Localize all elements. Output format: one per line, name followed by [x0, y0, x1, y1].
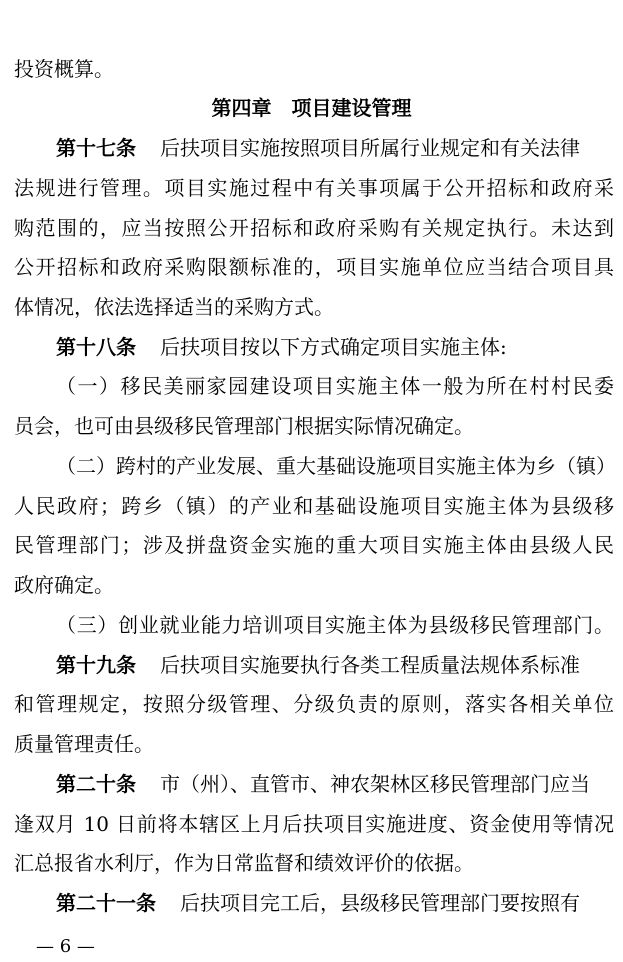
text-line: 法规进行管理。项目实施过程中有关事项属于公开招标和政府采: [14, 176, 614, 200]
article-18-label: 第十八条: [56, 335, 136, 359]
text-line: 政府确定。: [14, 573, 114, 597]
text-line: （三）创业就业能力培训项目实施主体为县级移民管理部门。: [56, 613, 614, 637]
article-20-label: 第二十条: [56, 772, 136, 796]
article-17-label: 第十七条: [56, 136, 136, 160]
article-20-text: 市（州）、直管市、神农架林区移民管理部门应当: [160, 772, 590, 796]
text-line: 员会，也可由县级移民管理部门根据实际情况确定。: [14, 414, 474, 438]
article-19-line: [56, 652, 614, 678]
article-18-text: 后扶项目按以下方式确定项目实施主体:: [160, 335, 507, 359]
article-20-line: [56, 771, 614, 797]
text-line: 投资概算。: [14, 57, 114, 81]
text-line: 购范围的，应当按照公开招标和政府采购有关规定执行。未达到: [14, 216, 614, 240]
page-number: — 6 —: [36, 936, 95, 957]
text-line: 公开招标和政府采购限额标准的，项目实施单位应当结合项目具: [14, 255, 614, 279]
article-19-text: 后扶项目实施要执行各类工程质量法规体系标准: [160, 653, 580, 677]
article-21-label: 第二十一条: [56, 891, 156, 915]
text-line: 质量管理责任。: [14, 732, 154, 756]
article-17-line: [56, 135, 614, 161]
text-line: （一）移民美丽家园建设项目实施主体一般为所在村村民委: [56, 374, 614, 398]
text-line: 体情况，依法选择适当的采购方式。: [14, 295, 334, 319]
article-21-text: 后扶项目完工后，县级移民管理部门要按照有: [180, 891, 580, 915]
article-17-text: 后扶项目实施按照项目所属行业规定和有关法律: [160, 136, 580, 160]
text-line: 民管理部门；涉及拼盘资金实施的重大项目实施主体由县级人民: [14, 533, 614, 557]
text-line: 逢双月 10 日前将本辖区上月后扶项目实施进度、资金使用等情况: [14, 812, 614, 836]
text-line: 汇总报省水利厅，作为日常监督和绩效评价的依据。: [14, 851, 474, 875]
article-21-line: [56, 890, 614, 916]
article-18-line: [56, 334, 614, 360]
article-19-label: 第十九条: [56, 653, 136, 677]
text-line: （二）跨村的产业发展、重大基础设施项目实施主体为乡（镇）: [56, 454, 616, 478]
chapter-heading: 第四章 项目建设管理: [211, 96, 412, 120]
text-line: 和管理规定，按照分级管理、分级负责的原则，落实各相关单位: [14, 692, 614, 716]
text-line: 人民政府；跨乡（镇）的产业和基础设施项目实施主体为县级移: [14, 494, 614, 518]
